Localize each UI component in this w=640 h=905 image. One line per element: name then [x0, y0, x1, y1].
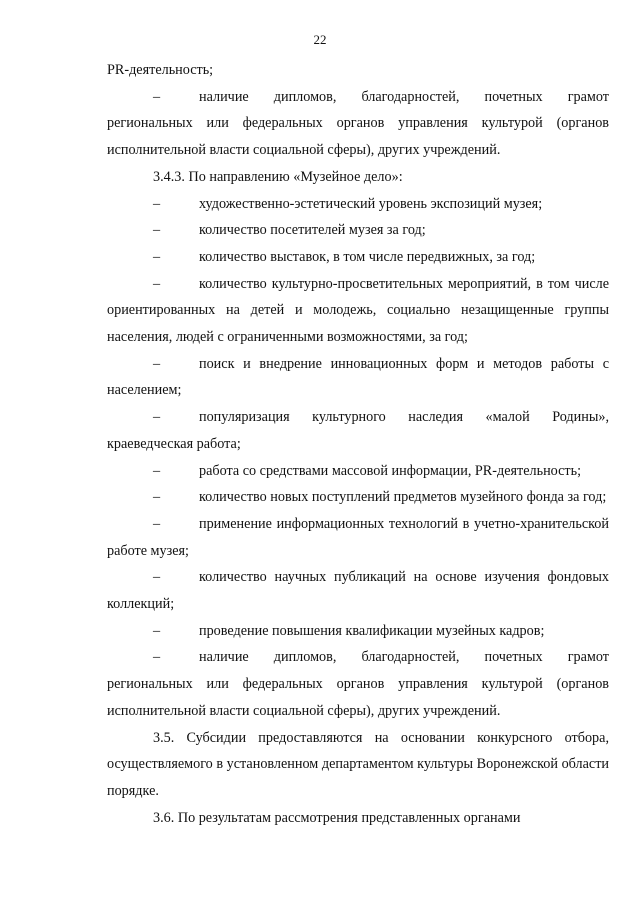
list-item-text: популяризация культурного наследия «малой Родины», краеведческая работа;	[107, 409, 609, 452]
paragraph-3-6: 3.6. По результатам рассмотрения представленных органами	[153, 809, 521, 826]
list-item-text: количество посетителей музея за год;	[199, 222, 426, 239]
list-item	[107, 618, 609, 645]
list-item	[107, 511, 609, 564]
list-item	[107, 351, 609, 404]
dash-marker: –	[153, 569, 161, 586]
list-item	[107, 191, 609, 218]
list-item-text: художественно-эстетический уровень экспозиций музея;	[199, 195, 543, 212]
list-item-text: проведение повышения квалификации музейных кадров;	[199, 622, 545, 639]
list-item	[107, 404, 609, 457]
paragraph-3-5: 3.5. Субсидии предоставляются на основании конкурсного отбора, осуществляемого в установленном департаментом культуры Воронежской области порядке.	[107, 729, 609, 799]
list-item-text: количество культурно-просветительных мероприятий, в том числе ориентированных на детей и молодежь, социально незащищенные группы населения, людей с ограниченными возможностями, за год;	[107, 275, 609, 346]
list-item	[107, 458, 609, 485]
dash-marker: –	[153, 622, 161, 639]
document-body	[107, 57, 609, 831]
page-number: 22	[313, 32, 327, 47]
list-item-text: применение информационных технологий в учетно-хранительской работе музея;	[107, 515, 609, 559]
section-heading: 3.4.3. По направлению «Музейное дело»:	[153, 168, 403, 185]
list-item-text: поиск и внедрение инновационных форм и методов работы с населением;	[107, 355, 609, 399]
dash-marker: –	[153, 515, 161, 532]
dash-marker: –	[153, 222, 161, 239]
list-item	[107, 217, 609, 244]
dash-marker: –	[153, 88, 161, 105]
list-item-text: наличие дипломов, благодарностей, почетных грамот региональных или федеральных органов управления культурой (органов исполнительной власти социальной сферы), других учреждений.	[107, 88, 609, 159]
list-item	[107, 484, 609, 511]
list-item-text: количество новых поступлений предметов музейного фонда за год;	[199, 489, 607, 506]
list-item	[107, 644, 609, 724]
dash-marker: –	[153, 195, 161, 212]
dash-marker: –	[153, 248, 161, 265]
dash-marker: –	[153, 649, 161, 666]
list-item	[107, 244, 609, 271]
list-item-text: наличие дипломов, благодарностей, почетных грамот региональных или федеральных органов управления культурой (органов исполнительной власти социальной сферы), других учреждений.	[107, 649, 609, 719]
dash-marker: –	[153, 462, 161, 479]
dash-marker: –	[153, 489, 161, 506]
list-item	[107, 84, 609, 164]
dash-marker: –	[153, 409, 161, 426]
list-item-text: количество выставок, в том числе передвижных, за год;	[199, 248, 536, 265]
dash-marker: –	[153, 355, 161, 372]
list-item-text: количество научных публикаций на основе изучения фондовых коллекций;	[107, 569, 609, 613]
list-item-text: работа со средствами массовой информации, PR-деятельность;	[199, 462, 582, 479]
continued-text: PR-деятельность;	[107, 62, 214, 78]
list-item	[107, 564, 609, 617]
dash-marker: –	[153, 275, 161, 292]
list-item	[107, 271, 609, 351]
